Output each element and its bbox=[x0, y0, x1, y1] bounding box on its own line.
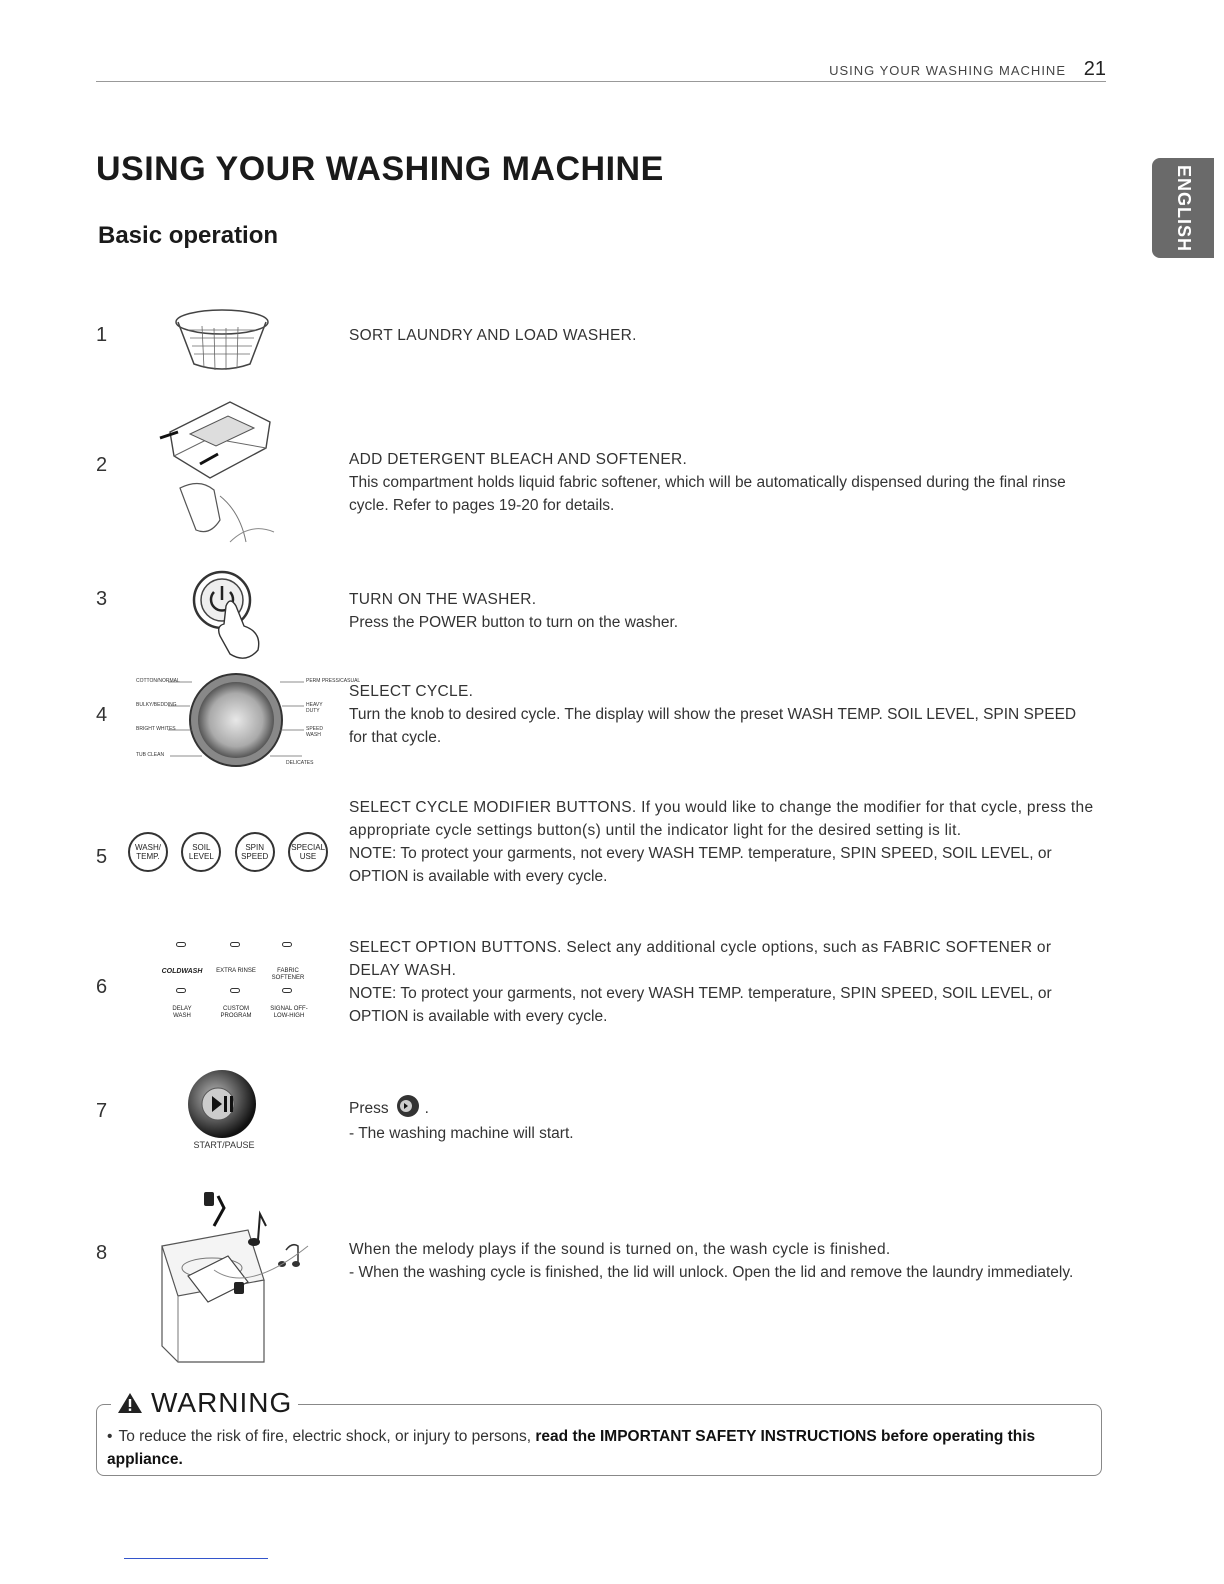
warning-triangle-icon bbox=[117, 1392, 143, 1414]
cycle-knob-icon bbox=[136, 672, 336, 768]
option-label: COLDWASH bbox=[161, 968, 203, 975]
step-text bbox=[349, 680, 1094, 749]
step-text bbox=[349, 936, 1094, 1028]
knob-label: BULKY/BEDDING bbox=[136, 702, 177, 708]
washer-lid-open-icon bbox=[148, 1186, 328, 1366]
step-heading: SELECT CYCLE MODIFIER BUTTONS. If you would like to change the modifier for that cycle, press the appropriate cycle settings button(s) until the indicator light for the desired setting is lit. bbox=[349, 799, 1094, 839]
section-title: Basic operation bbox=[98, 222, 279, 249]
running-title: USING YOUR WASHING MACHINE bbox=[829, 63, 1066, 78]
wash-temp-button: WASH/ TEMP. bbox=[128, 832, 168, 872]
start-pause-icon bbox=[184, 1068, 264, 1140]
press-period: . bbox=[424, 1099, 429, 1117]
knob-label: SPEED WASH bbox=[306, 726, 323, 738]
step-body: Turn the knob to desired cycle. The display will show the preset WASH TEMP. SOIL LEVEL, SPIN SPEED for that cycle. bbox=[349, 706, 1077, 746]
press-row bbox=[349, 1094, 1094, 1122]
step-body: - When the washing cycle is finished, the lid will unlock. Open the lid and remove the laundry immediately. bbox=[349, 1264, 1074, 1281]
step-body: This compartment holds liquid fabric softener, which will be automatically dispensed during the final rinse cycle. Refer to pages 19-20 for details. bbox=[349, 474, 1066, 514]
option-label: DELAY WASH bbox=[172, 1006, 192, 1019]
footer-rule bbox=[124, 1558, 268, 1559]
step-number: 6 bbox=[96, 976, 108, 998]
knob-label: BRIGHT WHITES bbox=[136, 726, 176, 732]
step-heading: ADD DETERGENT BLEACH AND SOFTENER. bbox=[349, 451, 688, 468]
option-indicator bbox=[282, 988, 292, 993]
option-indicator bbox=[176, 942, 186, 947]
page-number: 21 bbox=[1083, 58, 1106, 80]
language-tab-label: ENGLISH bbox=[1173, 164, 1194, 252]
knob-label: TUB CLEAN bbox=[136, 752, 165, 758]
step-heading: When the melody plays if the sound is turned on, the wash cycle is finished. bbox=[349, 1241, 891, 1258]
warning-title: WARNING bbox=[151, 1387, 293, 1418]
step-body: - The washing machine will start. bbox=[349, 1125, 574, 1142]
warning-text bbox=[107, 1425, 1067, 1471]
step-number: 7 bbox=[96, 1100, 108, 1122]
laundry-basket-icon bbox=[172, 308, 272, 378]
option-indicator bbox=[282, 942, 292, 947]
warning-heading bbox=[111, 1387, 298, 1419]
warning-text-plain: To reduce the risk of fire, electric shock, or injury to persons, bbox=[118, 1428, 536, 1445]
special-use-button: SPECIAL USE bbox=[288, 832, 328, 872]
step-number: 4 bbox=[96, 704, 108, 726]
step-text bbox=[349, 324, 1094, 347]
step-number: 8 bbox=[96, 1242, 108, 1264]
step-body: NOTE: To protect your garments, not every WASH TEMP. temperature, SPIN SPEED, SOIL LEVEL, or OPTION is available with every cycle. bbox=[349, 845, 1052, 885]
step-body: NOTE: To protect your garments, not every WASH TEMP. temperature, SPIN SPEED, SOIL LEVEL, or OPTION is available with every cycle. bbox=[349, 985, 1052, 1025]
step-body: Press the POWER button to turn on the washer. bbox=[349, 614, 679, 631]
step-number: 2 bbox=[96, 454, 108, 476]
step-number: 3 bbox=[96, 588, 108, 610]
option-indicator bbox=[230, 942, 240, 947]
step-heading: SORT LAUNDRY AND LOAD WASHER. bbox=[349, 327, 637, 344]
option-label: EXTRA RINSE bbox=[216, 968, 256, 974]
running-header bbox=[96, 58, 1106, 82]
step-heading: SELECT OPTION BUTTONS. Select any additional cycle options, such as FABRIC SOFTENER or DELAY WASH. bbox=[349, 939, 1052, 979]
option-indicator bbox=[176, 988, 186, 993]
warning-box bbox=[96, 1387, 1102, 1476]
bullet: • bbox=[107, 1428, 113, 1445]
start-pause-figure bbox=[180, 1068, 270, 1158]
modifier-buttons bbox=[128, 832, 328, 882]
knob-label: DELICATES bbox=[286, 760, 314, 766]
option-label: FABRIC SOFTENER bbox=[271, 968, 305, 981]
step-text bbox=[349, 1094, 1094, 1145]
step-text bbox=[349, 448, 1094, 517]
page-title: USING YOUR WASHING MACHINE bbox=[96, 150, 664, 188]
step-text bbox=[349, 1238, 1094, 1284]
knob-label: PERM PRESS/CASUAL bbox=[306, 678, 361, 684]
soil-level-button: SOIL LEVEL bbox=[181, 832, 221, 872]
option-buttons bbox=[152, 942, 332, 1026]
step-heading: SELECT CYCLE. bbox=[349, 683, 474, 700]
step-text bbox=[349, 796, 1094, 888]
step-number: 5 bbox=[96, 846, 108, 868]
warning-text-bold: read the IMPORTANT SAFETY INSTRUCTIONS before operating this appliance. bbox=[107, 1428, 1036, 1468]
knob-label: COTTON/NORMAL bbox=[136, 678, 180, 684]
option-label: SIGNAL OFF-LOW-HIGH bbox=[270, 1006, 308, 1019]
start-pause-mini-icon bbox=[393, 1094, 423, 1122]
knob-label: HEAVY DUTY bbox=[306, 702, 323, 714]
step-heading: TURN ON THE WASHER. bbox=[349, 591, 537, 608]
step-number: 1 bbox=[96, 324, 108, 346]
step-heading: Press bbox=[349, 1099, 389, 1117]
option-indicator bbox=[230, 988, 240, 993]
detergent-dispenser-icon bbox=[150, 392, 280, 552]
step-text bbox=[349, 588, 1094, 634]
spin-speed-button: SPIN SPEED bbox=[235, 832, 275, 872]
power-button-icon bbox=[186, 566, 276, 662]
option-label: CUSTOM PROGRAM bbox=[220, 1006, 252, 1019]
start-pause-label: START/PAUSE bbox=[193, 1140, 255, 1150]
cycle-knob-figure bbox=[136, 672, 361, 768]
language-tab bbox=[1152, 158, 1214, 258]
